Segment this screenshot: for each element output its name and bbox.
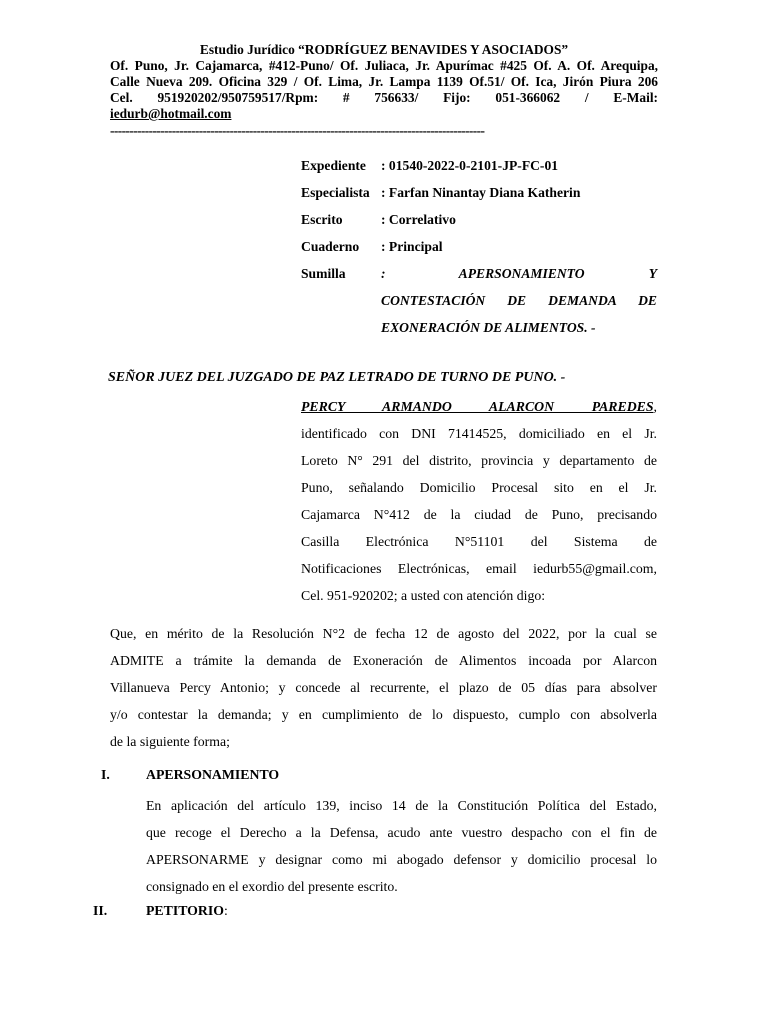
party-line-5: Cajamarca N°412 de la ciudad de Puno, precisando (301, 507, 657, 522)
party-line-2: identificado con DNI 71414525, domiciliado en el Jr. (301, 426, 657, 441)
party-line-4: Puno, señalando Domicilio Procesal sito en el Jr. (301, 480, 657, 495)
cuaderno-row (301, 233, 657, 260)
intro-line-5: de la siguiente forma; (110, 734, 230, 749)
section-2-number: II. (93, 903, 108, 918)
expediente-value: : 01540-2022-0-2101-JP-FC-01 (381, 157, 559, 173)
especialista-value: : Farfan Ninantay Diana Katherin (381, 184, 581, 200)
escrito-value: : Correlativo (381, 211, 456, 227)
contact-line: Cel. 951920202/950759517/Rpm: # 756633/ Fijo: 051-366062 / E-Mail: (110, 90, 658, 105)
escrito-row (301, 206, 657, 233)
especialista-row (301, 179, 657, 206)
sumilla-row (301, 260, 657, 341)
offices-line-2: Calle Nueva 209. Oficina 329 / Of. Lima, Jr. Lampa 1139 Of.51/ Of. Ica, Jirón Piura 206 (110, 74, 658, 89)
party-line-6: Casilla Electrónica N°51101 del Sistema de (301, 534, 657, 549)
party-introduction (301, 393, 657, 609)
escrito-label: Escrito (301, 211, 343, 227)
party-name-suffix: , (653, 399, 657, 414)
intro-line-2: ADMITE a trámite la demanda de Exoneración de Alimentos incoada por Alarcon (110, 653, 657, 668)
party-line-3: Loreto N° 291 del distrito, provincia y departamento de (301, 453, 657, 468)
section-1-body (146, 792, 657, 900)
judge-addressee: SEÑOR JUEZ DEL JUZGADO DE PAZ LETRADO DE TURNO DE PUNO. - (108, 370, 566, 385)
offices-line-1: Of. Puno, Jr. Cajamarca, #412-Puno/ Of. Juliaca, Jr. Apurímac #425 Of. A. Of. Arequipa, (110, 58, 658, 73)
section-2-title: PETITORIO (146, 903, 224, 918)
header-divider: ------------------------------------------------------------------------------------------------- (110, 123, 485, 138)
party-line-8: Cel. 951-920202; a usted con atención digo: (301, 588, 546, 603)
intro-line-1: Que, en mérito de la Resolución N°2 de fecha 12 de agosto del 2022, por la cual se (110, 626, 657, 641)
section-1-line-4: consignado en el exordio del presente escrito. (146, 879, 398, 894)
section-2-title-suffix: : (223, 903, 228, 918)
sumilla-label: Sumilla (301, 266, 346, 281)
party-line-7: Notificaciones Electrónicas, email iedurb55@gmail.com, (301, 561, 657, 576)
section-1-line-2: que recoge el Derecho a la Defensa, acudo ante vuestro despacho con el fin de (146, 825, 657, 840)
especialista-label: Especialista (301, 184, 370, 200)
cuaderno-value: : Principal (381, 238, 443, 254)
firm-title: Estudio Jurídico “RODRÍGUEZ BENAVIDES Y ASOCIADOS” (199, 42, 569, 57)
intro-paragraph (110, 620, 657, 755)
cuaderno-label: Cuaderno (301, 238, 360, 254)
party-name-line (301, 393, 657, 420)
section-2-title-wrap (146, 903, 228, 919)
sumilla-value (381, 260, 657, 341)
section-1-line-3: APERSONARME y designar como mi abogado defensor y domicilio procesal lo (146, 852, 657, 867)
intro-line-3: Villanueva Percy Antonio; y concede al recurrente, el plazo de 05 días para absolver (110, 680, 657, 695)
section-1-title: APERSONAMIENTO (146, 767, 280, 782)
sumilla-line-2: CONTESTACIÓN DE DEMANDA DE (381, 293, 657, 308)
firm-email-link[interactable]: iedurb@hotmail.com (110, 106, 232, 121)
sumilla-line-3: EXONERACIÓN DE ALIMENTOS. - (381, 320, 596, 335)
intro-line-4: y/o contestar la demanda; y en cumplimiento de lo dispuesto, cumplo con absolverla (110, 707, 657, 722)
sumilla-line-1: : APERSONAMIENTO Y (381, 266, 657, 281)
party-name: PERCY ARMANDO ALARCON PAREDES (301, 399, 654, 414)
expediente-label: Expediente (301, 157, 366, 173)
section-1-number: I. (101, 767, 110, 782)
section-1-line-1: En aplicación del artículo 139, inciso 14 de la Constitución Política del Estado, (146, 798, 657, 813)
expediente-row (301, 152, 657, 179)
letterhead (110, 42, 658, 139)
case-metadata (301, 152, 657, 341)
